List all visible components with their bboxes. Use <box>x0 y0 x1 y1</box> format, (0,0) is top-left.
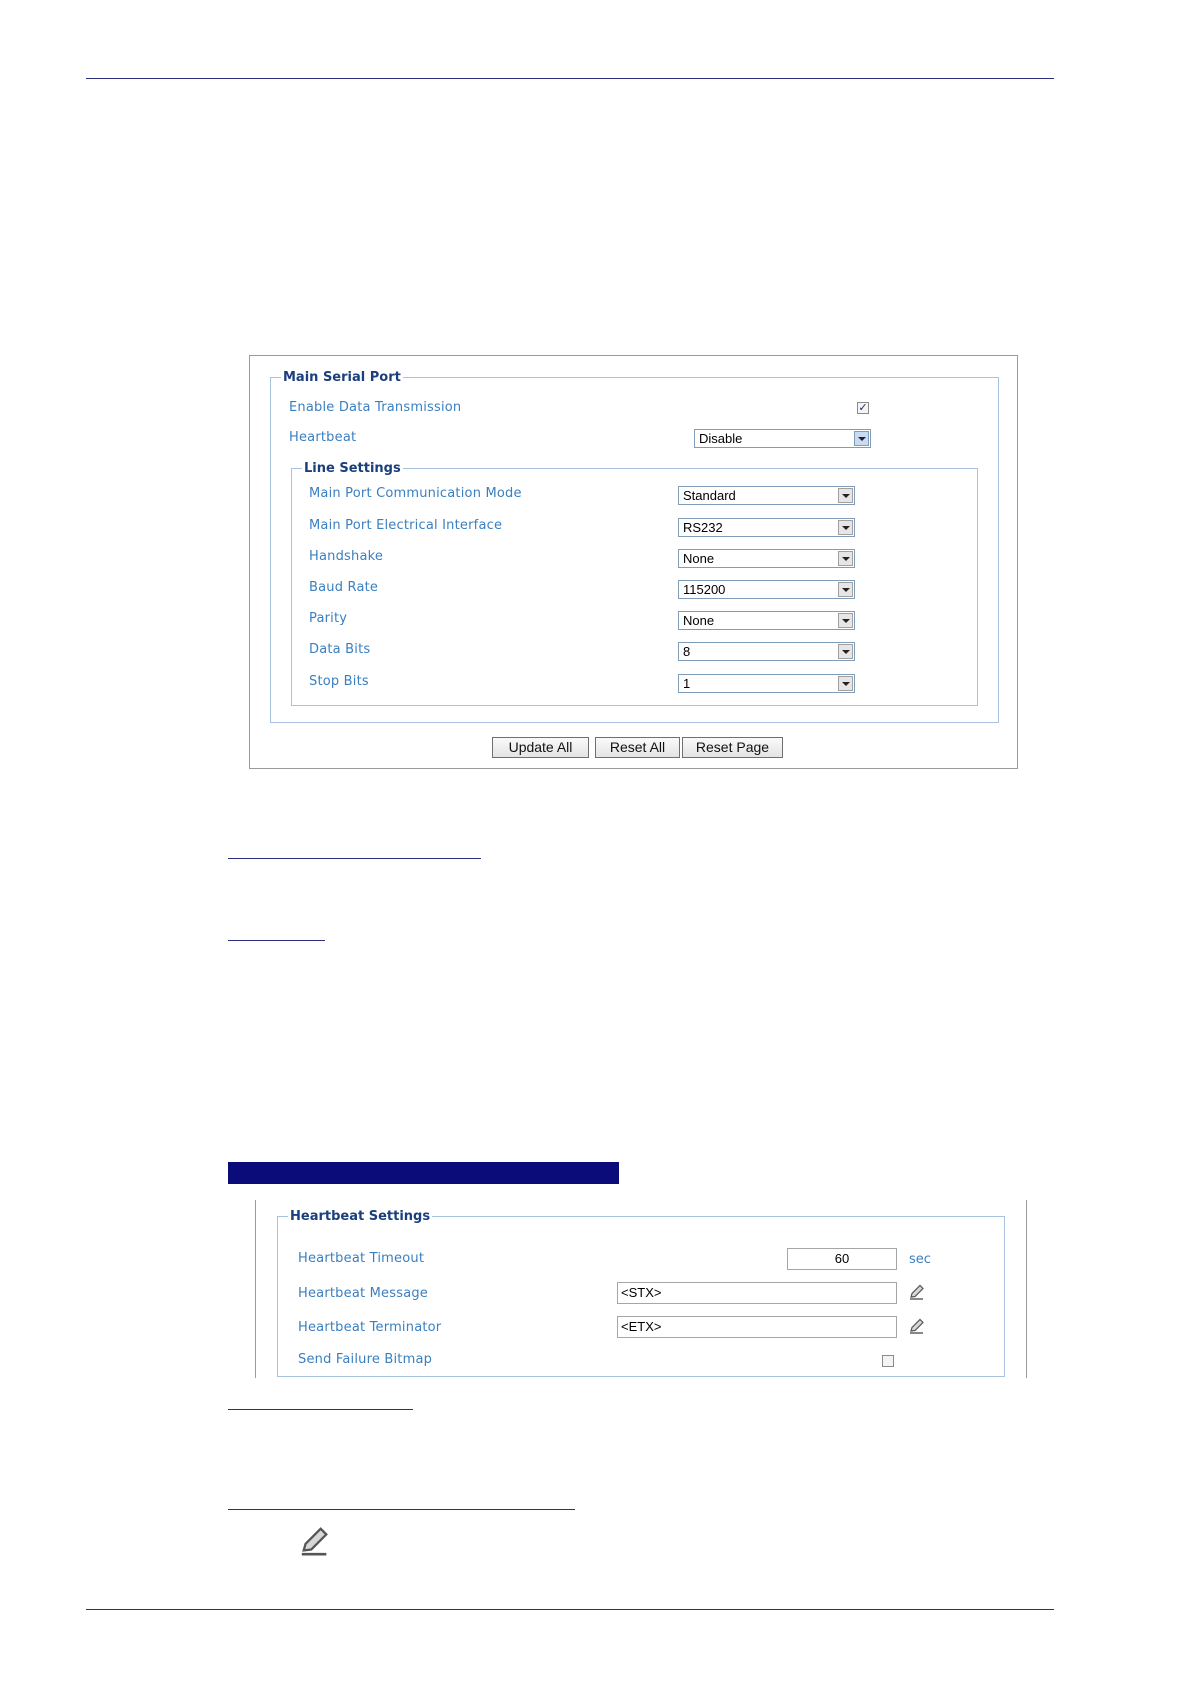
chevron-down-icon[interactable] <box>838 520 853 535</box>
link-underline <box>228 1409 413 1410</box>
line-settings-legend: Line Settings <box>304 461 401 476</box>
heartbeat-terminator-input[interactable]: <ETX> <box>617 1316 897 1338</box>
heartbeat-select-value: Disable <box>699 431 743 446</box>
chevron-down-icon[interactable] <box>838 551 853 566</box>
link-underline <box>228 858 481 859</box>
stop-bits-value: 1 <box>683 676 691 691</box>
reset-all-button[interactable]: Reset All <box>595 737 680 758</box>
handshake-value: None <box>683 551 715 566</box>
link-underline <box>228 1509 575 1510</box>
stop-bits-select[interactable] <box>678 674 855 693</box>
row-label-data-bits: Data Bits <box>309 642 371 657</box>
main-serial-port-panel <box>249 355 1018 769</box>
send-failure-bitmap-label: Send Failure Bitmap <box>298 1352 433 1367</box>
enable-data-transmission-checkbox[interactable]: ✓ <box>858 401 868 414</box>
chevron-down-icon[interactable] <box>838 644 853 659</box>
main-serial-port-legend: Main Serial Port <box>283 370 401 385</box>
row-label-stop-bits: Stop Bits <box>309 674 369 689</box>
update-all-button[interactable]: Update All <box>492 737 589 758</box>
baud-rate-value: 115200 <box>683 582 726 597</box>
electrical-interface-select[interactable] <box>678 518 855 537</box>
parity-select[interactable] <box>678 611 855 630</box>
row-label-handshake: Handshake <box>309 549 384 564</box>
link-underline <box>228 940 325 941</box>
heartbeat-timeout-input[interactable]: 60 <box>787 1248 897 1270</box>
heartbeat-settings-legend: Heartbeat Settings <box>290 1209 431 1224</box>
heartbeat-select[interactable] <box>694 429 871 448</box>
row-label-parity: Parity <box>309 611 348 626</box>
page-footer-rule <box>86 1609 1054 1610</box>
chevron-down-icon[interactable] <box>838 676 853 691</box>
chevron-down-icon[interactable] <box>854 431 869 446</box>
data-bits-select[interactable] <box>678 642 855 661</box>
electrical-interface-value: RS232 <box>683 520 723 535</box>
heartbeat-message-label: Heartbeat Message <box>298 1286 429 1301</box>
chevron-down-icon[interactable] <box>838 582 853 597</box>
comm-mode-select[interactable] <box>678 486 855 505</box>
handshake-select[interactable] <box>678 549 855 568</box>
data-bits-value: 8 <box>683 644 691 659</box>
send-failure-bitmap-checkbox[interactable] <box>882 1355 894 1367</box>
pencil-icon <box>298 1524 332 1562</box>
page-header-rule <box>86 78 1054 79</box>
timeout-unit: sec <box>909 1252 931 1267</box>
enable-data-transmission-label: Enable Data Transmission <box>289 400 462 415</box>
pencil-icon[interactable] <box>908 1283 926 1305</box>
baud-rate-select[interactable] <box>678 580 855 599</box>
chevron-down-icon[interactable] <box>838 488 853 503</box>
pencil-icon[interactable] <box>908 1317 926 1339</box>
section-header-bar <box>228 1162 619 1184</box>
heartbeat-message-input[interactable]: <STX> <box>617 1282 897 1304</box>
row-label-comm-mode: Main Port Communication Mode <box>309 486 522 501</box>
reset-page-button[interactable]: Reset Page <box>682 737 783 758</box>
parity-value: None <box>683 613 715 628</box>
heartbeat-timeout-label: Heartbeat Timeout <box>298 1251 425 1266</box>
heartbeat-terminator-label: Heartbeat Terminator <box>298 1320 442 1335</box>
chevron-down-icon[interactable] <box>838 613 853 628</box>
heartbeat-label: Heartbeat <box>289 430 357 445</box>
row-label-baud-rate: Baud Rate <box>309 580 379 595</box>
comm-mode-value: Standard <box>683 488 736 503</box>
row-label-electrical-interface: Main Port Electrical Interface <box>309 518 503 533</box>
